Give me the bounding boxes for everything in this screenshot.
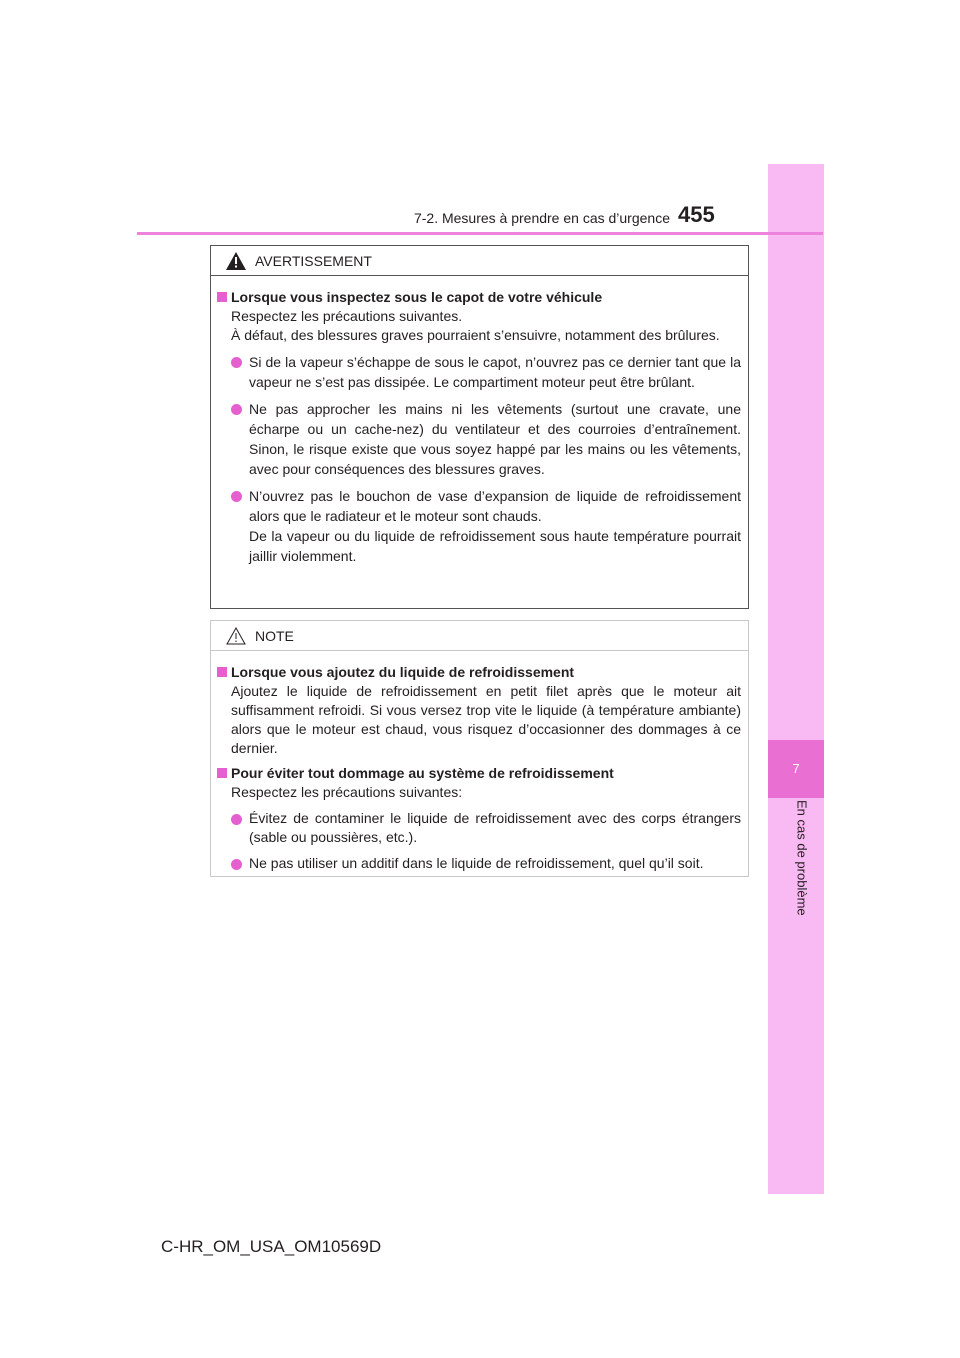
page-number: 455 (678, 202, 715, 227)
caution-triangle-icon (226, 627, 246, 645)
round-bullet-icon (231, 491, 242, 502)
header-rule (137, 232, 823, 235)
warning-heading (217, 288, 741, 307)
note-bullet-text: Évitez de contaminer le liquide de refroidissement avec des corps étrangers (sable ou poussières, etc.). (249, 810, 741, 845)
warning-triangle-icon (226, 252, 246, 270)
note-bullet (217, 809, 741, 847)
note-heading-text: Pour éviter tout dommage au système de refroidissement (231, 765, 614, 781)
warning-bullet (217, 486, 741, 566)
warning-heading-text: Lorsque vous inspectez sous le capot de votre véhicule (231, 289, 603, 305)
section-title: 7-2. Mesures à prendre en cas d’urgence (413, 210, 670, 226)
warning-body (211, 276, 748, 566)
document-code: C-HR_OM_USA_OM10569D (161, 1237, 382, 1256)
warning-bullet-text: Ne pas approcher les mains ni les vêtements (surtout une cravate, une écharpe ou un cache-nez) du ventilateur et des courroies d’entraînement. Sinon, le risque existe que vous soyez happé par les mains ou les vêtements, avec pour conséquences des blessures graves. (249, 401, 741, 477)
note-header (211, 621, 748, 651)
warning-intro: Respectez les précautions suivantes. (231, 308, 463, 324)
square-bullet-icon (217, 768, 227, 778)
round-bullet-icon (231, 404, 242, 415)
note-heading (217, 764, 741, 783)
note-body (211, 651, 748, 873)
round-bullet-icon (231, 859, 242, 870)
chapter-number-tab: 7 (768, 740, 824, 798)
note-box (210, 620, 749, 877)
note-title: NOTE (255, 628, 294, 644)
warning-title: AVERTISSEMENT (255, 253, 372, 269)
chapter-label: En cas de problème (794, 800, 810, 916)
warning-box (210, 245, 749, 609)
note-paragraph: Ajoutez le liquide de refroidissement en petit filet après que le moteur ait suffisamment refroidi. Si vous versez trop vite le liquide (à température ambiante) alors que le moteur est chaud, vous risquez d’occasionner des dommages à ce dernier. (231, 683, 741, 756)
round-bullet-icon (231, 357, 242, 368)
warning-bullet (217, 352, 741, 392)
chapter-side-tab (768, 164, 824, 1194)
warning-header (211, 246, 748, 276)
note-bullet-text: Ne pas utiliser un additif dans le liquide de refroidissement, quel qu’il soit. (249, 855, 704, 871)
warning-bullet (217, 399, 741, 479)
note-paragraph: Respectez les précautions suivantes: (231, 784, 463, 800)
chapter-label-tab (768, 800, 824, 970)
note-heading-text: Lorsque vous ajoutez du liquide de refroidissement (231, 664, 575, 680)
note-bullet (217, 854, 741, 873)
square-bullet-icon (217, 667, 227, 677)
round-bullet-icon (231, 814, 242, 825)
warning-bullet-text: Si de la vapeur s’échappe de sous le capot, n’ouvrez pas ce dernier tant que la vapeur ne s’est pas dissipée. Le compartiment moteur peut être brûlant. (249, 354, 741, 390)
warning-bullet-text: De la vapeur ou du liquide de refroidissement sous haute température pourrait jaillir violemment. (249, 528, 741, 564)
note-heading (217, 663, 741, 682)
warning-intro-2: À défaut, des blessures graves pourraient s’ensuivre, notamment des brûlures. (231, 327, 720, 343)
warning-bullet-text: N’ouvrez pas le bouchon de vase d’expansion de liquide de refroidissement alors que le radiateur et le moteur sont chauds. (249, 488, 741, 524)
square-bullet-icon (217, 292, 227, 302)
